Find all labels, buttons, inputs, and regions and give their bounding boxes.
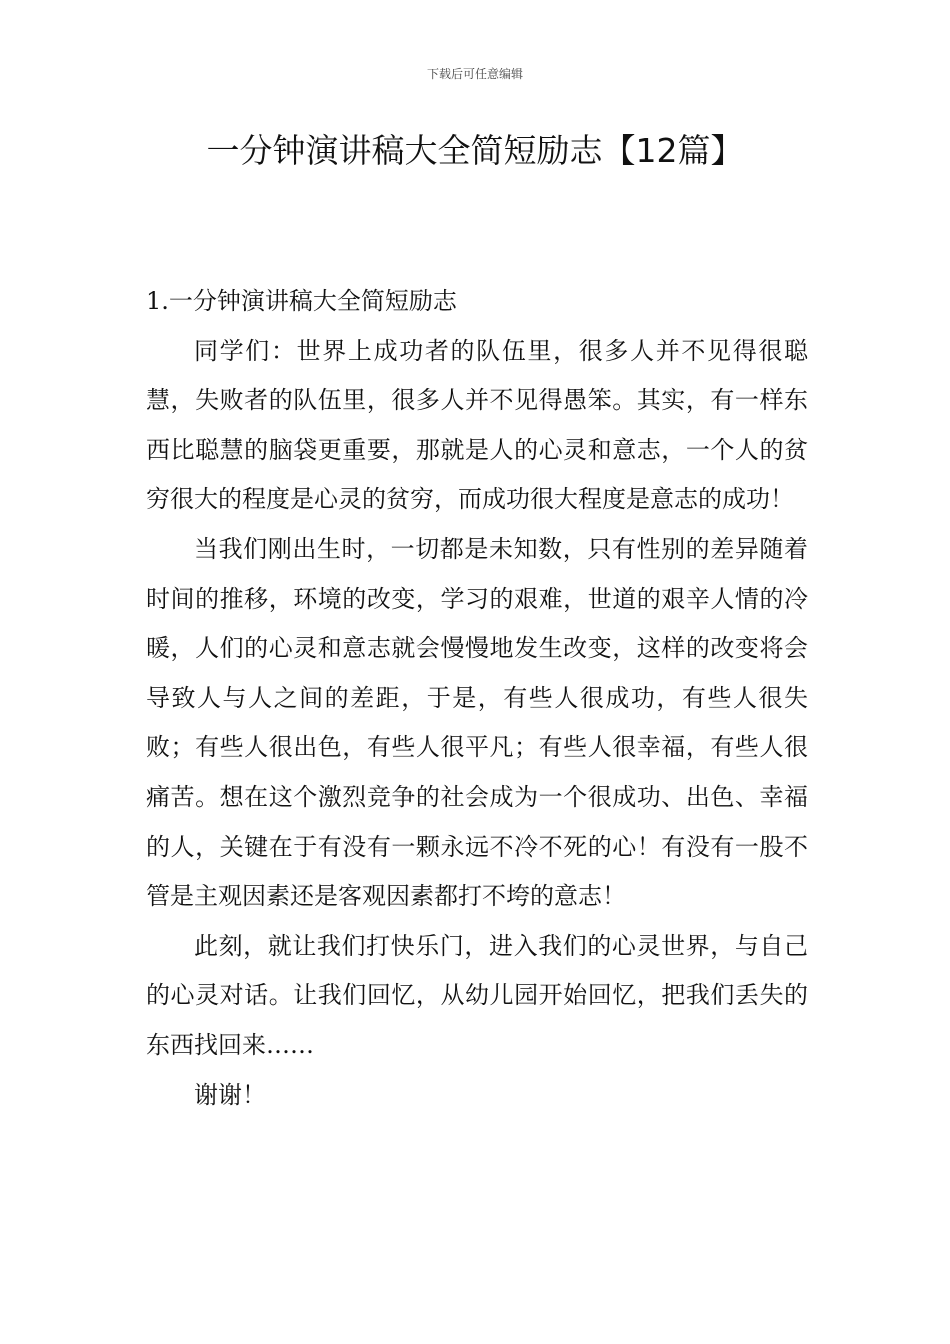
document-title: 一分钟演讲稿大全简短励志【12篇】 [206,131,744,170]
paragraph-closing: 谢谢！ [194,1080,266,1109]
document-body [146,277,808,1120]
paragraph: 当我们刚出生时，一切都是未知数，只有性别的差异随着时间的推移，环境的改变，学习的艰难，世道的艰辛人情的冷暖，人们的心灵和意志就会慢慢地发生改变，这样的改变将会导致人与人之间的差距，于是，有些人很成功，有些人很失败；有些人很出色，有些人很平凡；有些人很幸福，有些人很痛苦。想在这个激烈竞争的社会成为一个很成功、出色、幸福的人，关键在于有没有一颗永远不冷不死的心！有没有一股不管是主观因素还是客观因素都打不垮的意志！ [146,534,808,911]
section-heading: 1.一分钟演讲稿大全简短励志 [146,287,457,315]
paragraph: 此刻，就让我们打快乐门，进入我们的心灵世界，与自己的心灵对话。让我们回忆，从幼儿园开始回忆，把我们丢失的东西找回来…… [146,931,808,1059]
paragraph: 同学们：世界上成功者的队伍里，很多人并不见得很聪慧，失败者的队伍里，很多人并不见得愚笨。其实，有一样东西比聪慧的脑袋更重要，那就是人的心灵和意志，一个人的贫穷很大的程度是心灵的贫穷，而成功很大程度是意志的成功！ [146,336,808,514]
header-note: 下载后可任意编辑 [426,67,523,81]
